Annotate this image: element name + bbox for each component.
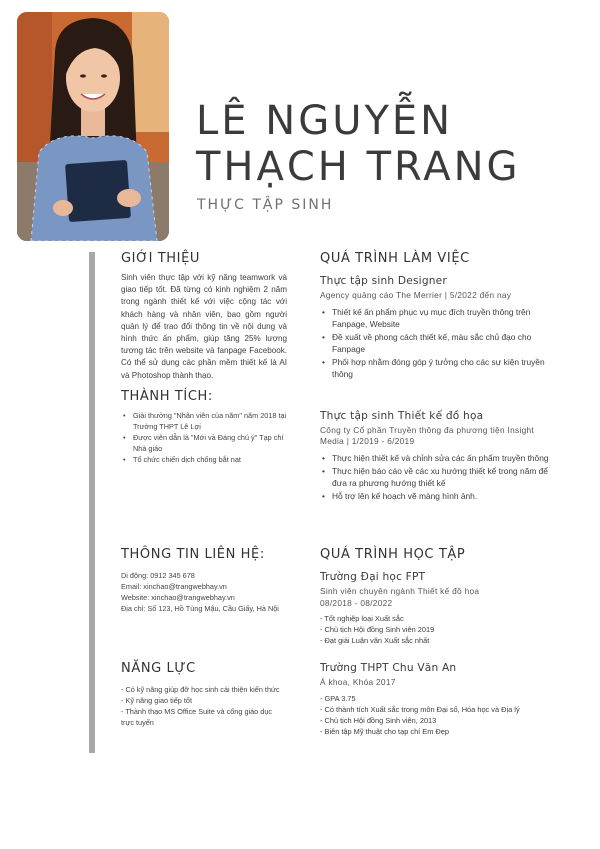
contact-title: THÔNG TIN LIÊN HỆ: [121, 547, 265, 562]
skills-section [121, 661, 287, 728]
skills-title: NĂNG LỰC [121, 661, 196, 676]
school-entry [320, 662, 560, 737]
name-line-2: THẠCH TRANG [196, 144, 521, 190]
achievements-section [121, 389, 287, 465]
list-item: • Phối hợp nhằm đóng góp ý tưởng cho các sự kiện truyền thông [320, 356, 560, 380]
profile-photo [17, 12, 169, 241]
job-position: Thực tập sinh Thiết kế đồ họa [320, 409, 484, 422]
job-entry [320, 410, 560, 502]
list-item: • Thực hiện báo cáo về các xu hướng thiết kế trong năm để đưa ra phương hướng thiết kế [320, 465, 560, 489]
list-item: • Thiết kế ấn phẩm phục vụ mục đích truyền thông trên Fanpage, Website [320, 306, 560, 330]
left-accent-bar [89, 252, 95, 753]
job-bullets [320, 452, 560, 502]
skills-list [121, 684, 287, 728]
school-achievements [320, 693, 560, 737]
work-section [320, 251, 560, 503]
achievements-title: THÀNH TÍCH: [121, 389, 213, 404]
school-period: 08/2018 - 08/2022 [320, 597, 393, 608]
contact-address: Địa chỉ: Số 123, Hồ Tùng Mậu, Cầu Giấy, Hà Nội [121, 604, 279, 613]
job-company: Công ty Cổ phần Truyền thông đa phương tiện Insight Media | 1/2019 - 6/2019 [320, 424, 535, 446]
list-item: - Thành thạo MS Office Suite và cổng giáo dục trực tuyến [121, 707, 273, 727]
school-name: Trường Đại học FPT [320, 571, 426, 583]
contact-details [121, 570, 287, 614]
list-item: - Đạt giải Luận văn Xuất sắc nhất [320, 636, 430, 645]
school-major: Sinh viên chuyên ngành Thiết kế đồ họa [320, 586, 480, 596]
work-title: QUÁ TRÌNH LÀM VIỆC [320, 251, 470, 266]
candidate-name [196, 98, 586, 190]
contact-website: Website: xinchao@trangwebhay.vn [121, 593, 235, 602]
list-item: - Chủ tịch Hội đồng Sinh viên, 2013 [320, 715, 437, 725]
list-item: - Kỹ năng giao tiếp tốt [121, 696, 192, 705]
job-bullets [320, 306, 560, 380]
list-item: - Có kỹ năng giúp đỡ học sinh cải thiện kiến thức [121, 685, 280, 694]
contact-section [121, 547, 287, 614]
candidate-role: THỰC TẬP SINH [197, 197, 334, 213]
contact-phone: Di động: 0912 345 678 [121, 571, 195, 580]
portrait-illustration [17, 12, 169, 241]
achievements-list [121, 410, 287, 465]
contact-email: Email: xinchao@trangwebhay.vn [121, 582, 227, 591]
school-entry [320, 571, 560, 646]
education-title: QUÁ TRÌNH HỌC TẬP [320, 547, 466, 562]
list-item: • Hỗ trợ lên kế hoạch vẽ màng hình ảnh. [320, 490, 560, 502]
list-item: - Tốt nghiệp loại Xuất sắc [320, 614, 404, 623]
list-item: - Có thành tích Xuất sắc trong môn Đại số, Hóa học và Địa lý [320, 704, 520, 714]
list-item: • Giải thưởng "Nhân viên của năm" năm 2018 tại Trường THPT Lê Lợi [121, 410, 287, 432]
intro-text: Sinh viên thực tập với kỹ năng teamwork và giao tiếp tốt. Đã từng có kinh nghiệm 2 năm trong ngành thiết kế với việc cộng tác với khách hàng và nhân viên, bao gồm người quản lý để trao đổi thông tin về nội dung và hình thức ấn phẩm, giúp tăng 25% lượng tương tác trên website và fanpage Facebook. Có thể sử dụng các phần mềm thiết kế là AI và Photoshop thành thạo. [121, 273, 287, 380]
education-section [320, 547, 560, 737]
job-entry [320, 275, 560, 380]
intro-section [121, 251, 287, 382]
list-item: - Biên tập Mỹ thuật cho tạp chí Em Đẹp [320, 726, 449, 736]
list-item: • Đề xuất về phong cách thiết kế, màu sắc chủ đạo cho Fanpage [320, 331, 560, 355]
list-item: - GPA 3.75 [320, 693, 356, 703]
list-item: • Thực hiện thiết kế và chỉnh sửa các ấn phẩm truyền thông [320, 452, 560, 464]
list-item: • Được viên dẫn là "Mới và Đáng chú ý" Tạp chí Nhà giáo [121, 432, 287, 454]
intro-title: GIỚI THIỆU [121, 251, 201, 266]
school-name: Trường THPT Chu Văn An [320, 662, 457, 674]
list-item: • Tổ chức chiến dịch chống bắt nạt [121, 454, 287, 465]
list-item: - Chủ tịch Hội đồng Sinh viên 2019 [320, 625, 435, 634]
job-company: Agency quảng cáo The Merrier | 5/2022 đến nay [320, 290, 512, 300]
school-achievements [320, 613, 560, 646]
name-line-1: LÊ NGUYỄN [196, 98, 454, 144]
job-position: Thực tập sinh Designer [320, 275, 447, 287]
school-major: Á khoa, Khóa 2017 [320, 677, 396, 687]
